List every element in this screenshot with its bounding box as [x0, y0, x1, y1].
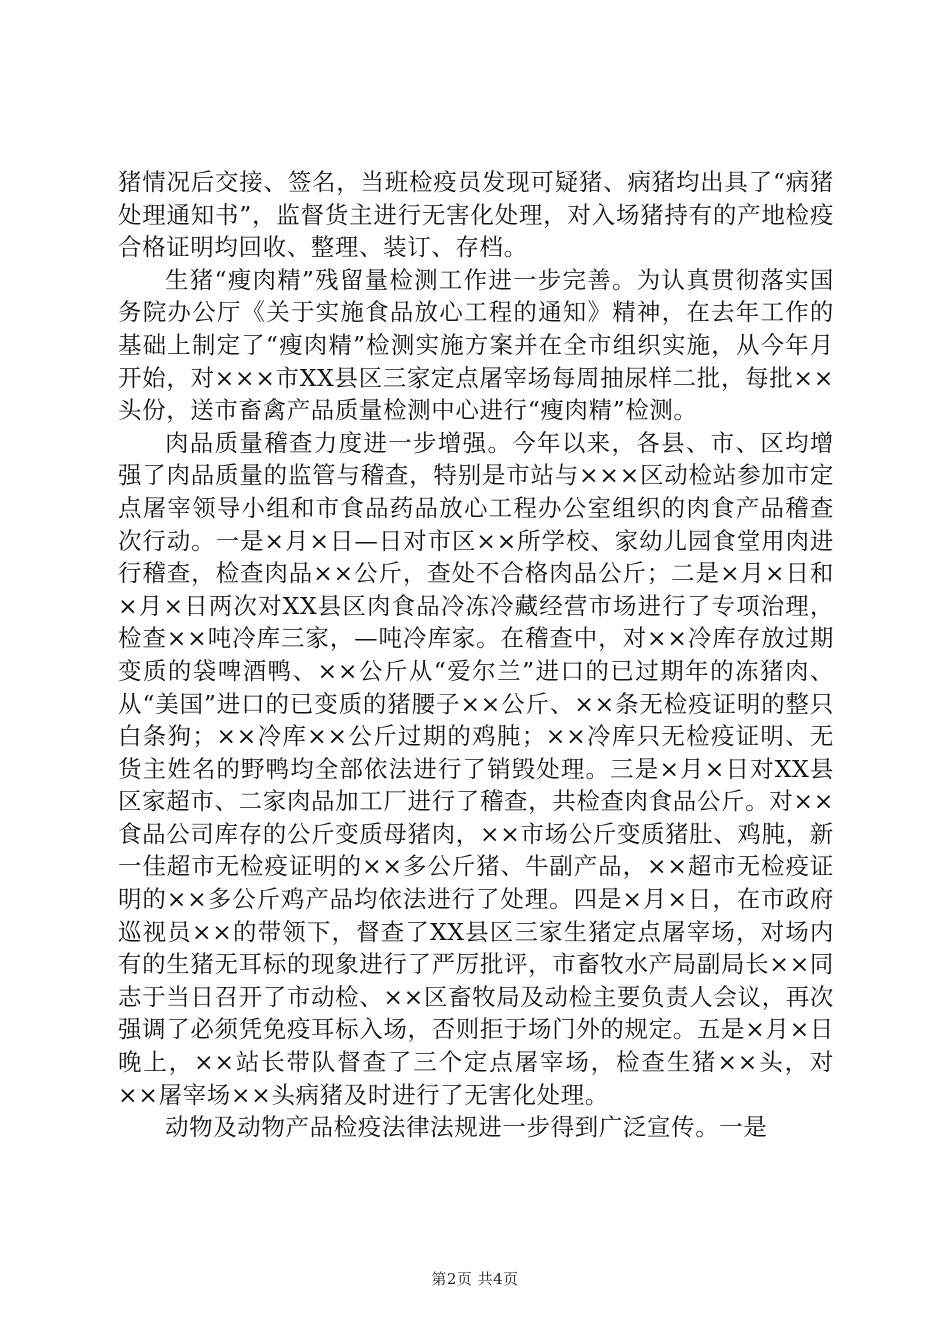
page-number-footer: 第2页 共4页 — [431, 1270, 519, 1288]
paragraph-meat-quality-inspection: 肉品质量稽查力度进一步增强。今年以来，各县、市、区均增强了肉品质量的监管与稽查，特别是市站与×××区动检站参加市定点屠宰领导小组和市食品药品放心工程办公室组织的肉食产品稽查次行动。一是×月×日—日对市区××所学校、家幼儿园食堂用肉进行稽查，检查肉品××公斤，查处不合格肉品公斤；二是×月×日和×月×日两次对XX县区肉食品冷冻冷藏经营市场进行了专项治理，检查××吨冷库三家，—吨冷库家。在稽查中，对××冷库存放过期变质的袋啤酒鸭、××公斤从“爱尔兰”进口的已过期年的冻猪肉、从“美国”进口的已变质的猪腰子××公斤、××条无检疫证明的整只白条狗；××冷库××公斤过期的鸡肫；××冷库只无检疫证明、无货主姓名的野鸭均全部依法进行了销毁处理。三是×月×日对XX县区家超市、二家肉品加工厂进行了稽查，共检查肉食品公斤。对××食品公司库存的公斤变质母猪肉，××市场公斤变质猪肚、鸡肫，新一佳超市无检疫证明的××多公斤猪、牛副产品，××超市无检疫证明的××多公斤鸡产品均依法进行了处理。四是×月×日，在市政府巡视员××的带领下，督查了XX县区三家生猪定点屠宰场，对场内有的生猪无耳标的现象进行了严厉批评，市畜牧水产局副局长××同志于当日召开了市动检、××区畜牧局及动检主要负责人会议，再次强调了必须凭免疫耳标入场，否则拒于场门外的规定。五是×月×日晚上，××站长带队督查了三个定点屠宰场，检查生猪××头，对××屠宰场××头病猪及时进行了无害化处理。 — [118, 428, 834, 1109]
document-body — [118, 166, 834, 1144]
paragraph-continuation: 猪情况后交接、签名，当班检疫员发现可疑猪、病猪均出具了“病猪处理通知书”，监督货主进行无害化处理，对入场猪持有的产地检疫合格证明均回收、整理、装订、存档。 — [118, 168, 834, 262]
paragraph-lean-meat-detection: 生猪“瘦肉精”残留量检测工作进一步完善。为认真贯彻落实国务院办公厅《关于实施食品放心工程的通知》精神，在去年工作的基础上制定了“瘦肉精”检测实施方案并在全市组织实施，从今年月开始，对×××市XX县区三家定点屠宰场每周抽尿样二批，每批××头份，送市畜禽产品质量检测中心进行“瘦肉精”检测。 — [118, 265, 834, 425]
paragraph-law-publicity: 动物及动物产品检疫法律法规进一步得到广泛宣传。一是 — [165, 1113, 768, 1142]
